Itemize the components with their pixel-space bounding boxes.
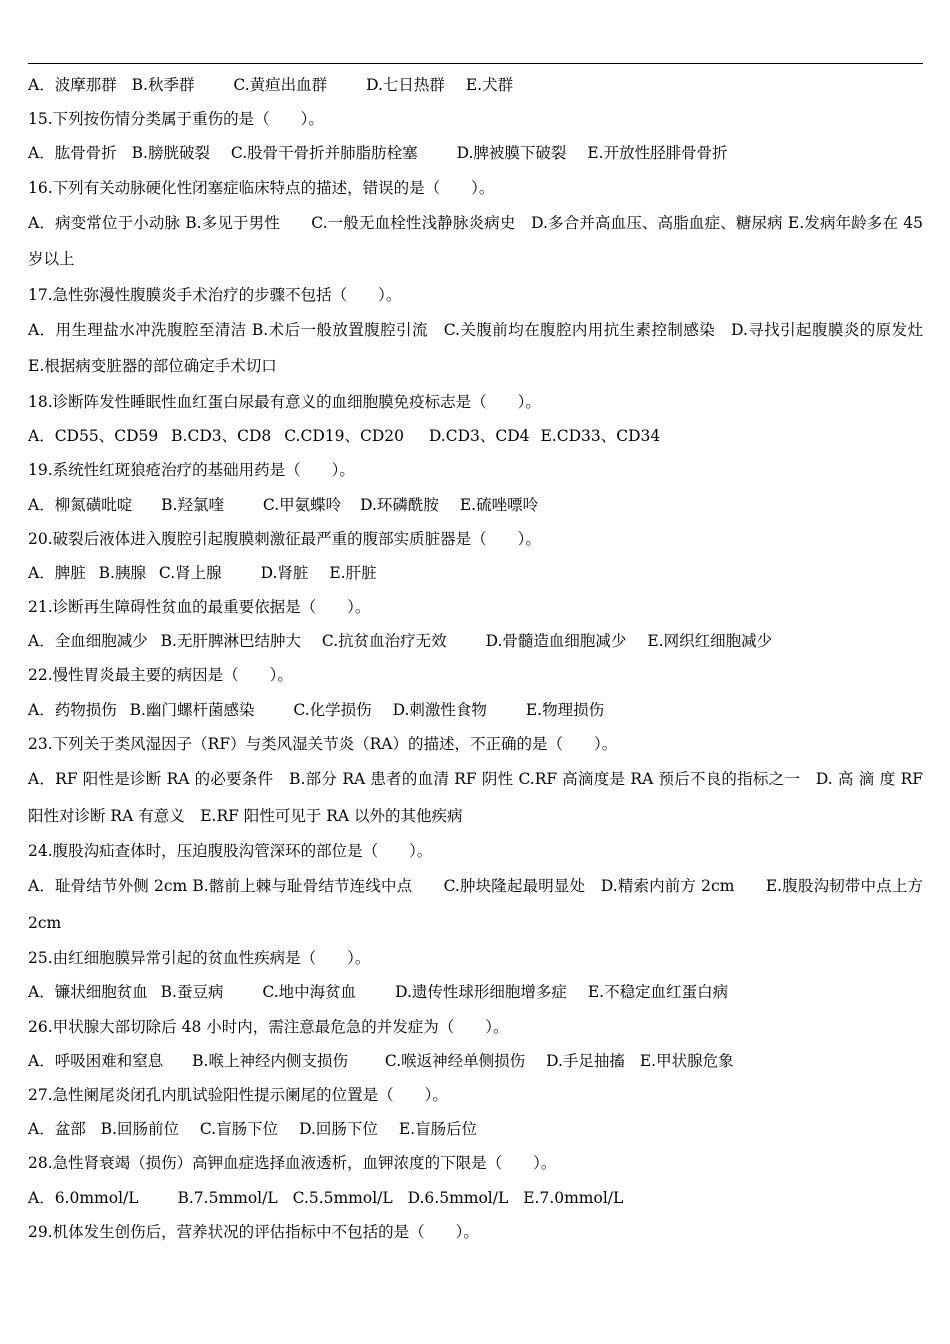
- q19-option-e: E.硫唑嘌呤: [459, 495, 539, 514]
- q26-options: [28, 1044, 923, 1078]
- q25-option-a: A．镰状细胞贫血: [28, 983, 148, 1002]
- q20-options: [28, 556, 923, 590]
- q28-option-b: B.7.5mmol/L: [177, 1188, 278, 1207]
- q27-option-b: B.回肠前位: [100, 1120, 179, 1139]
- q25-option-c: C.地中海贫血: [262, 983, 357, 1002]
- q14-option-b: B.秋季群: [131, 76, 195, 94]
- q22-option-d: D.刺激性食物: [392, 700, 487, 719]
- q19-option-c: C.甲氨蝶呤: [262, 495, 342, 514]
- q21-stem: 21.诊断再生障碍性贫血的最重要依据是（ ）。: [28, 598, 371, 617]
- q26-stem: 26.甲状腺大部切除后 48 小时内，需注意最危急的并发症为（ ）。: [28, 1017, 509, 1036]
- q26-option-a: A．呼吸困难和窒息: [28, 1051, 164, 1070]
- q21-option-a: A．全血细胞减少: [28, 632, 148, 651]
- q14-option-e: E.犬群: [465, 76, 514, 94]
- q29-stem: 29.机体发生创伤后，营养状况的评估指标中不包括的是（ ）。: [28, 1222, 479, 1241]
- q19-option-a: A．柳氮磺吡啶: [28, 495, 133, 514]
- q20-option-d: D.肾脏: [260, 563, 309, 582]
- q15-option-d: D.脾被膜下破裂: [456, 144, 567, 163]
- q17-stem: 17.急性弥漫性腹膜炎手术治疗的步骤不包括（ ）。: [28, 285, 402, 304]
- q19-options: [28, 488, 923, 522]
- q27-option-e: E.盲肠后位: [398, 1120, 478, 1139]
- q23-stem: 23.下列关于类风湿因子（RF）与类风湿关节炎（RA）的描述，不正确的是（ ）。: [28, 734, 618, 753]
- q20-option-a: A．脾脏: [28, 563, 86, 582]
- q22-option-c: C.化学损伤: [293, 700, 372, 719]
- q25-option-b: B.蚕豆病: [160, 983, 224, 1002]
- q28-options: [28, 1181, 923, 1215]
- q22-options: [28, 693, 923, 727]
- q18-option-e: E.CD33、CD34: [540, 427, 661, 446]
- q22-option-b: B.幽门螺杆菌感染: [129, 700, 255, 719]
- q22-option-e: E.物理损伤: [525, 700, 605, 719]
- q25-options: [28, 975, 923, 1009]
- q18-option-c: C.CD19、CD20: [284, 427, 404, 446]
- q21-option-c: C.抗贫血治疗无效: [321, 632, 447, 651]
- q16-options: A．病变常位于小动脉 B.多见于男性 C.一般无血栓性浅静脉炎病史 D.多合并高血压、高脂血症、糖尿病 E.发病年龄多在 45 岁以上: [28, 213, 923, 269]
- q15-option-e: E.开放性胫腓骨骨折: [587, 144, 728, 163]
- q21-option-d: D.骨髓造血细胞减少: [485, 632, 627, 651]
- q18-option-d: D.CD3、CD4: [428, 427, 530, 446]
- q21-option-b: B.无肝脾淋巴结肿大: [160, 632, 301, 651]
- q28-option-e: E.7.0mmol/L: [523, 1188, 624, 1207]
- q21-option-e: E.网织红细胞减少: [647, 632, 773, 651]
- q18-option-a: A．CD55、CD59: [28, 427, 159, 446]
- q24-options: A．耻骨结节外侧 2cm B.髂前上棘与耻骨结节连线中点 C.肿块隆起最明显处 D.精索内前方 2cm E.腹股沟韧带中点上方 2cm: [28, 877, 923, 932]
- q19-option-d: D.环磷酰胺: [360, 495, 439, 514]
- q14-option-a: A．波摩那群: [28, 76, 117, 94]
- q27-option-d: D.回肠下位: [299, 1120, 378, 1139]
- q24-stem: 24.腹股沟疝查体时，压迫腹股沟管深环的部位是（ ）。: [28, 842, 433, 860]
- q27-stem: 27.急性阑尾炎闭孔内肌试验阳性提示阑尾的位置是（ ）。: [28, 1085, 448, 1104]
- q20-option-e: E.肝脏: [329, 563, 377, 582]
- q16-stem: 16.下列有关动脉硬化性闭塞症临床特点的描述，错误的是（ ）。: [28, 178, 495, 197]
- q15-option-c: C.股骨干骨折并肺脂肪栓塞: [230, 144, 418, 163]
- q20-stem: 20.破裂后液体进入腹腔引起腹膜刺激征最严重的腹部实质脏器是（ ）。: [28, 529, 541, 548]
- q26-option-c: C.喉返神经单侧损伤: [384, 1051, 526, 1070]
- q28-stem: 28.急性肾衰竭（损伤）高钾血症选择血液透析，血钾浓度的下限是（ ）。: [28, 1154, 557, 1173]
- q22-stem: 22.慢性胃炎最主要的病因是（ ）。: [28, 666, 293, 685]
- q21-options: [28, 624, 923, 658]
- q25-option-e: E.不稳定血红蛋白病: [587, 983, 729, 1002]
- q15-option-a: A．肱骨骨折: [28, 144, 117, 163]
- q14-option-c: C.黄疸出血群: [233, 76, 328, 94]
- q14-option-d: D.七日热群: [366, 76, 445, 94]
- q22-option-a: A．药物损伤: [28, 700, 117, 719]
- q26-option-b: B.喉上神经内侧支损伤: [192, 1051, 348, 1070]
- q28-option-a: A．6.0mmol/L: [28, 1188, 139, 1207]
- q25-stem: 25.由红细胞膜异常引起的贫血性疾病是（ ）。: [28, 949, 371, 968]
- q14-options: [28, 68, 923, 102]
- q19-stem: 19.系统性红斑狼疮治疗的基础用药是（ ）。: [28, 461, 355, 480]
- q27-options: [28, 1112, 923, 1146]
- q15-options: [28, 136, 923, 170]
- q15-stem: 15.下列按伤情分类属于重伤的是（ ）。: [28, 110, 324, 129]
- q19-option-b: B.羟氯喹: [161, 495, 224, 514]
- q28-option-d: D.6.5mmol/L: [407, 1188, 509, 1207]
- q20-option-b: B.胰腺: [98, 563, 146, 582]
- q18-options: [28, 419, 923, 453]
- q28-option-c: C.5.5mmol/L: [292, 1188, 393, 1207]
- q15-option-b: B.膀胱破裂: [131, 144, 210, 163]
- q27-option-c: C.盲肠下位: [199, 1120, 279, 1139]
- header-rule: [28, 63, 923, 64]
- q27-option-a: A．盆部: [28, 1120, 86, 1139]
- q18-stem: 18.诊断阵发性睡眠性血红蛋白尿最有意义的血细胞膜免疫标志是（ ）。: [28, 392, 541, 411]
- q25-option-d: D.遗传性球形细胞增多症: [395, 983, 567, 1002]
- question-list: [28, 68, 939, 1249]
- q26-option-d: D.手足抽搐: [546, 1051, 625, 1070]
- q20-option-c: C.肾上腺: [158, 563, 222, 582]
- q23-options: A．RF 阳性是诊断 RA 的必要条件 B.部分 RA 患者的血清 RF 阴性 C.RF 高滴度是 RA 预后不良的指标之一 D. 高 滴 度 RF 阳性对诊断 RA 有意义 E.RF 阳性可见于 RA 以外的其他疾病: [28, 770, 923, 825]
- q18-option-b: B.CD3、CD8: [171, 427, 272, 446]
- q26-option-e: E.甲状腺危象: [639, 1051, 734, 1070]
- q17-options: A．用生理盐水冲洗腹腔至清洁 B.术后一般放置腹腔引流 C.关腹前均在腹腔内用抗生素控制感染 D.寻找引起腹膜炎的原发灶 E.根据病变脏器的部位确定手术切口: [28, 320, 939, 376]
